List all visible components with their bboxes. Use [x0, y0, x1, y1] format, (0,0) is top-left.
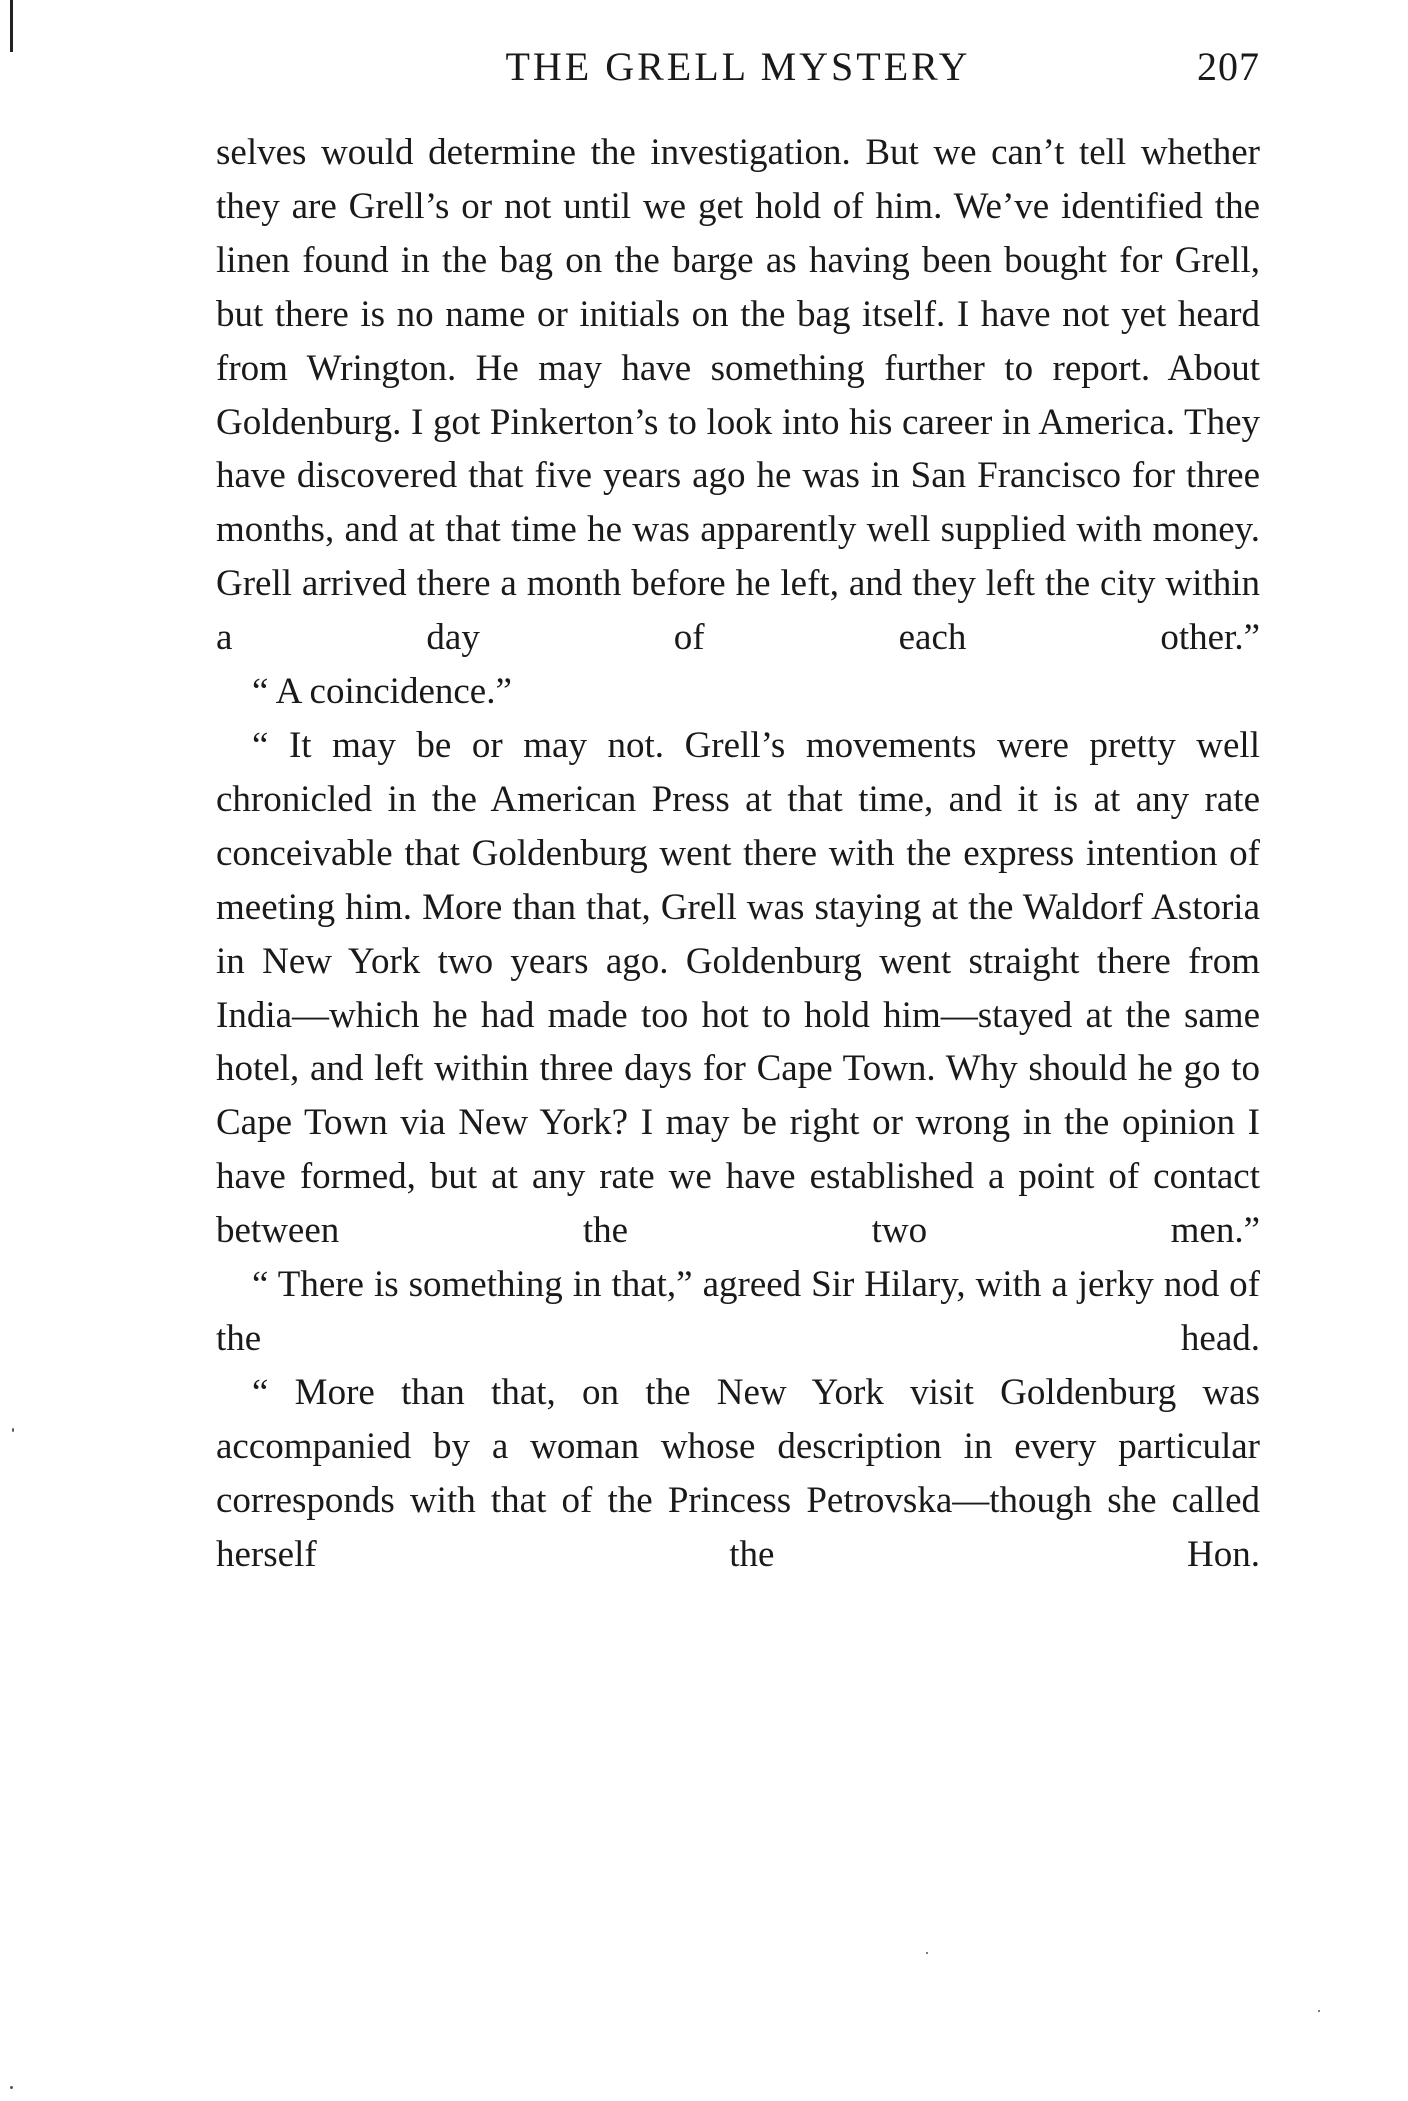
body-text — [216, 126, 1260, 1581]
running-header — [216, 42, 1260, 92]
paper-speck — [12, 1428, 14, 1432]
paragraph-continued: selves would determine the investigation. But we can’t tell whether they are Grell’s or not until we get hold of him. We’ve identified the linen found in the bag on the barge as having been bought for Grell, but there is no name or initials on the bag itself. I have not yet heard from Wrington. He may have something further to report. About Goldenburg. I got Pinkerton’s to look into his career in America. They have discovered that five years ago he was in San Francisco for three months, and at that time he was apparently well supplied with money. Grell arrived there a month before he left, and they left the city within a day of each other.” — [216, 132, 1260, 659]
paragraph-coincidence: “ A coincidence.” — [252, 671, 512, 713]
running-title: THE GRELL MYSTERY — [505, 44, 971, 89]
paper-speck — [10, 2086, 13, 2089]
paragraph-movements: “ It may be or may not. Grell’s movements were pretty well chronicled in the American Press at that time, and it is at any rate conceivable that Goldenburg went there with the express intention of meeting him. More than that, Grell was staying at the Waldorf Astoria in New York two years ago. Goldenburg went straight there from India—which he had made too hot to hold him—stayed at the same hotel, and left within three days for Cape Town. Why should he go to Cape Town via New York? I may be right or wrong in the opinion I have formed, but at any rate we have established a point of contact between the two men.” — [216, 724, 1260, 1252]
page-edge-mark — [10, 0, 13, 52]
paragraph-new-york-visit: “ More than that, on the New York visit Goldenburg was accompanied by a woman whose description in every particular corresponds with that of the Princess Petrovska—though she called herself the Hon. — [216, 1371, 1260, 1575]
paragraph-agreed: “ There is something in that,” agreed Sir Hilary, with a jerky nod of the head. — [216, 1264, 1260, 1359]
page-number: 207 — [1197, 44, 1260, 89]
paper-speck — [1318, 2010, 1320, 2012]
paper-speck — [926, 1952, 928, 1954]
